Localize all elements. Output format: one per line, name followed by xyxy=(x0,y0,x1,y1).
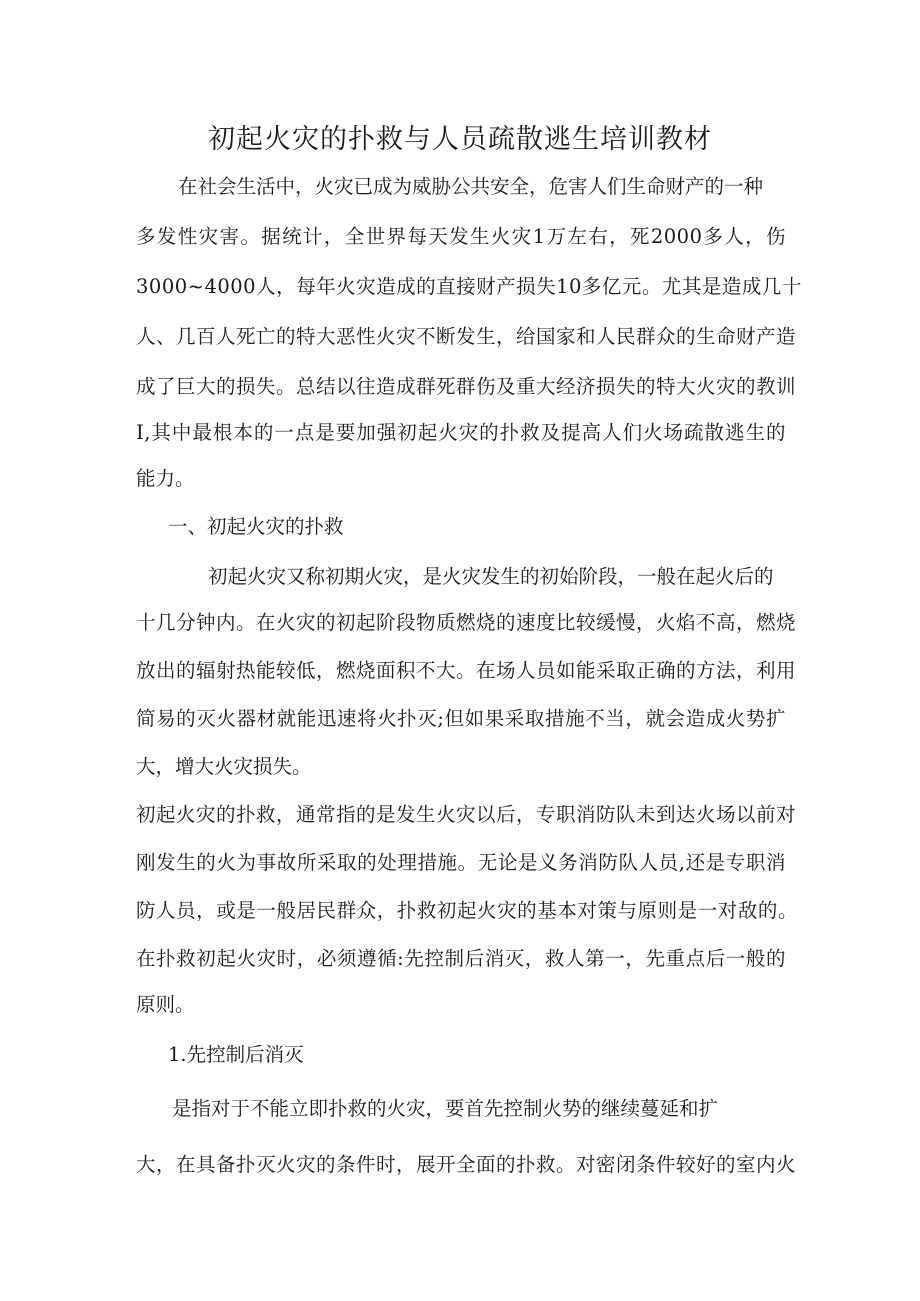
paragraph-line: 成了巨大的损失。总结以往造成群死群伤及重大经济损失的特大火灾的教训 xyxy=(136,375,797,398)
paragraph-line: 初起火灾又称初期火灾，是火灾发生的初始阶段，一般在起火后的 xyxy=(208,565,774,588)
paragraph-line: 简易的灭火器材就能迅速将火扑灭;但如果采取措施不当，就会造成火势扩 xyxy=(136,707,786,730)
paragraph-line: 防人员，或是一般居民群众，扑救初起火灾的基本对策与原则是一对敌的。 xyxy=(136,899,798,922)
paragraph-line: 人、几百人死亡的特大恶性火灾不断发生，给国家和人民群众的生命财产造 xyxy=(136,325,797,348)
paragraph-line: 原则。 xyxy=(136,993,195,1016)
paragraph-line: 大，在具备扑灭火灾的条件时，展开全面的扑救。对密闭条件较好的室内火 xyxy=(136,1153,797,1176)
paragraph-line: 放出的辐射热能较低，燃烧面积不大。在场人员如能采取正确的方法，利用 xyxy=(136,659,797,682)
paragraph-line: 刚发生的火为事故所采取的处理措施。无论是义务消防队人员,还是专职消 xyxy=(136,851,786,874)
paragraph-line: 3000~4000人，每年火灾造成的直接财产损失10多亿元。尤其是造成几十 xyxy=(136,275,802,298)
paragraph-line: 是指对于不能立即扑救的火灾，要首先控制火势的继续蔓延和扩 xyxy=(172,1097,719,1120)
paragraph-line: 能力。 xyxy=(136,467,195,490)
document-title: 初起火灾的扑救与人员疏散逃生培训教材 xyxy=(208,124,712,155)
section-heading: 一、初起火灾的扑救 xyxy=(168,515,344,538)
subsection-heading: 1.先控制后消灭 xyxy=(168,1043,304,1066)
paragraph-line: 初起火灾的扑救，通常指的是发生火灾以后，专职消防队未到达火场以前对 xyxy=(136,803,797,826)
paragraph-line: I,其中最根本的一点是要加强初起火灾的扑救及提高人们火场疏散逃生的 xyxy=(136,421,786,444)
paragraph-line: 十几分钟内。在火灾的初起阶段物质燃烧的速度比较缓慢，火焰不高，燃烧 xyxy=(136,611,797,634)
paragraph-line: 多发性灾害。据统计，全世界每天发生火灾1万左右，死2000多人，伤 xyxy=(136,225,786,248)
paragraph-line: 大，增大火灾损失。 xyxy=(136,755,312,778)
paragraph-line: 在扑救初起火灾时，必须遵循:先控制后消灭，救人第一，先重点后一般的 xyxy=(136,947,786,970)
paragraph-line: 在社会生活中，火灾已成为威胁公共安全，危害人们生命财产的一种 xyxy=(178,175,764,198)
